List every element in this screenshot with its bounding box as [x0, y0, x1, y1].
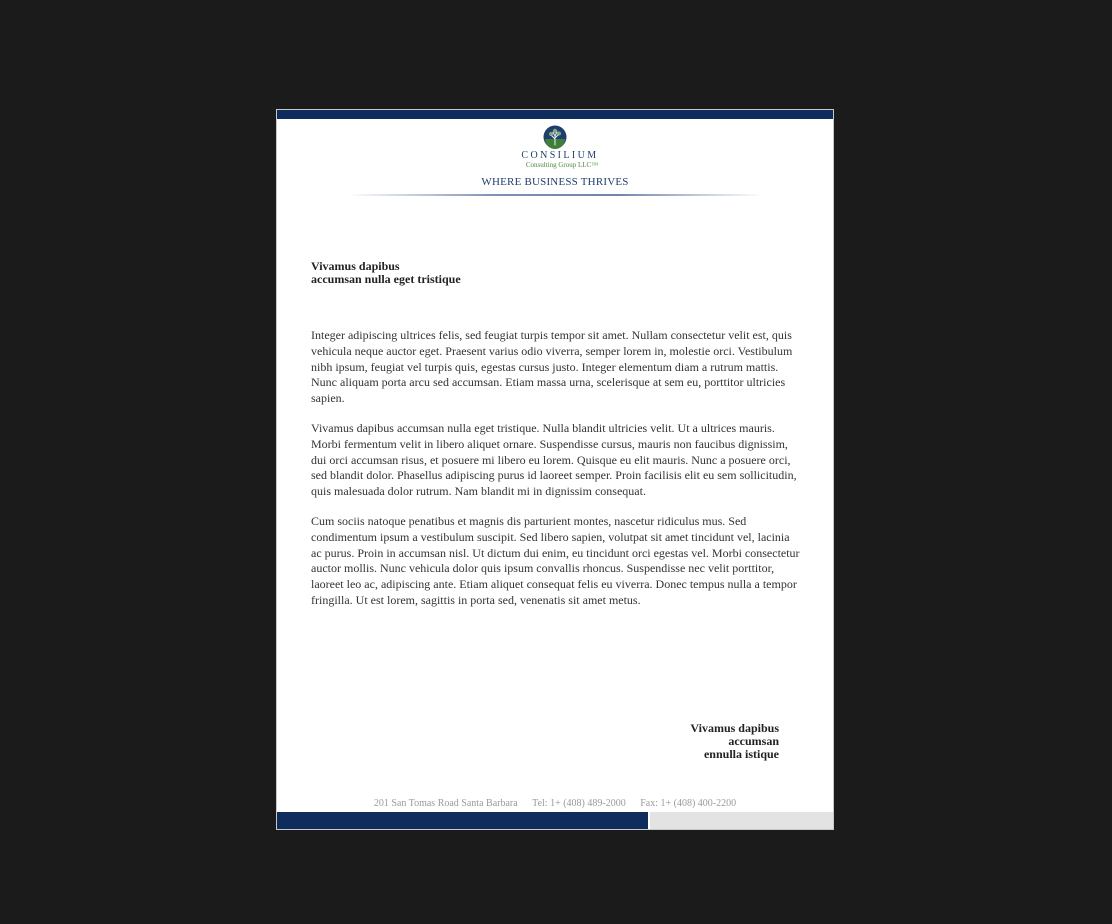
footer-address: 201 San Tomas Road Santa Barbara	[373, 798, 518, 809]
recipient-line-2: accumsan nulla eget tristique	[311, 272, 461, 286]
body-paragraph-3: Cum sociis natoque penatibus et magnis dis parturient montes, nascetur ridiculus mus. Sed condimentum ipsum a vestibulum suscipit. Sed libero sapien, volutpat sit amet tincidunt vel, lacinia ac purus. Proin in accumsan nisl. Ut dictum dui enim, eu tincidunt orci egestas vel. Morbi consectetur auctor mollis. Nunc vehicula dolor quis ipsum convallis rhoncus. Suspendisse nec velit porttitor, laoreet leo ac, adipiscing ante. Etiam aliquet consequat felis eu viverra. Donec tempus nulla a tempor fringilla. Ut est lorem, sagittis in porta sed, venenatis sit amet metus.	[311, 513, 800, 607]
footer-navy-bar	[277, 812, 648, 829]
recipient-line-1: Vivamus dapibus	[311, 259, 400, 273]
logo-block	[277, 125, 833, 188]
signature-line-1: Vivamus dapibus	[690, 721, 779, 735]
signature-line-2: accumsan	[728, 734, 779, 748]
header-divider	[347, 194, 763, 196]
footer-contact	[277, 798, 833, 809]
brand-subtitle: Consulting Group LLC™	[525, 161, 599, 169]
letterhead-page	[276, 109, 834, 830]
signature-block	[690, 722, 779, 761]
footer-gray-bar	[650, 812, 833, 829]
letter-body	[311, 328, 801, 623]
footer-fax: Fax: 1+ (408) 400-2200	[640, 798, 737, 809]
tagline: WHERE BUSINESS THRIVES	[481, 176, 629, 188]
header-color-bar	[277, 110, 833, 119]
signature-line-3: ennulla istique	[703, 747, 779, 761]
body-paragraph-1: Integer adipiscing ultrices felis, sed feugiat turpis tempor sit amet. Nullam consectetur velit est, quis vehicula neque auctor eget. Praesent varius odio viverra, semper lorem in, molestie orci. Vestibulum nibh ipsum, feugiat vel turpis quis, egestas cursus justo. Integer elementum diam a rutrum mattis. Nunc aliquam porta arcu sed accumsan. Etiam massa urna, scelerisque at sem eu, porttitor ultricies sapien.	[311, 328, 793, 406]
tree-globe-icon	[543, 125, 567, 149]
body-paragraph-2: Vivamus dapibus accumsan nulla eget tristique. Nulla blandit ultricies velit. Ut a ultrices mauris. Morbi fermentum velit in libero aliquet ornare. Suspendisse cursus, mauris non faucibus dignissim, dui orci accumsan risus, et posuere mi libero eu lorem. Quisque eu elit mauris. Nunc a posuere orci, sed blandit dolor. Phasellus adipiscing purus id laoreet semper. Proin facilisis elit eu sem sollicitudin, quis malesuada dolor rutrum. Nam blandit mi in dignissim consequat.	[311, 420, 797, 499]
recipient-block	[311, 260, 461, 286]
footer-tel: Tel: 1+ (408) 489-2000	[532, 798, 626, 809]
brand-name: CONSILIUM	[521, 150, 599, 161]
